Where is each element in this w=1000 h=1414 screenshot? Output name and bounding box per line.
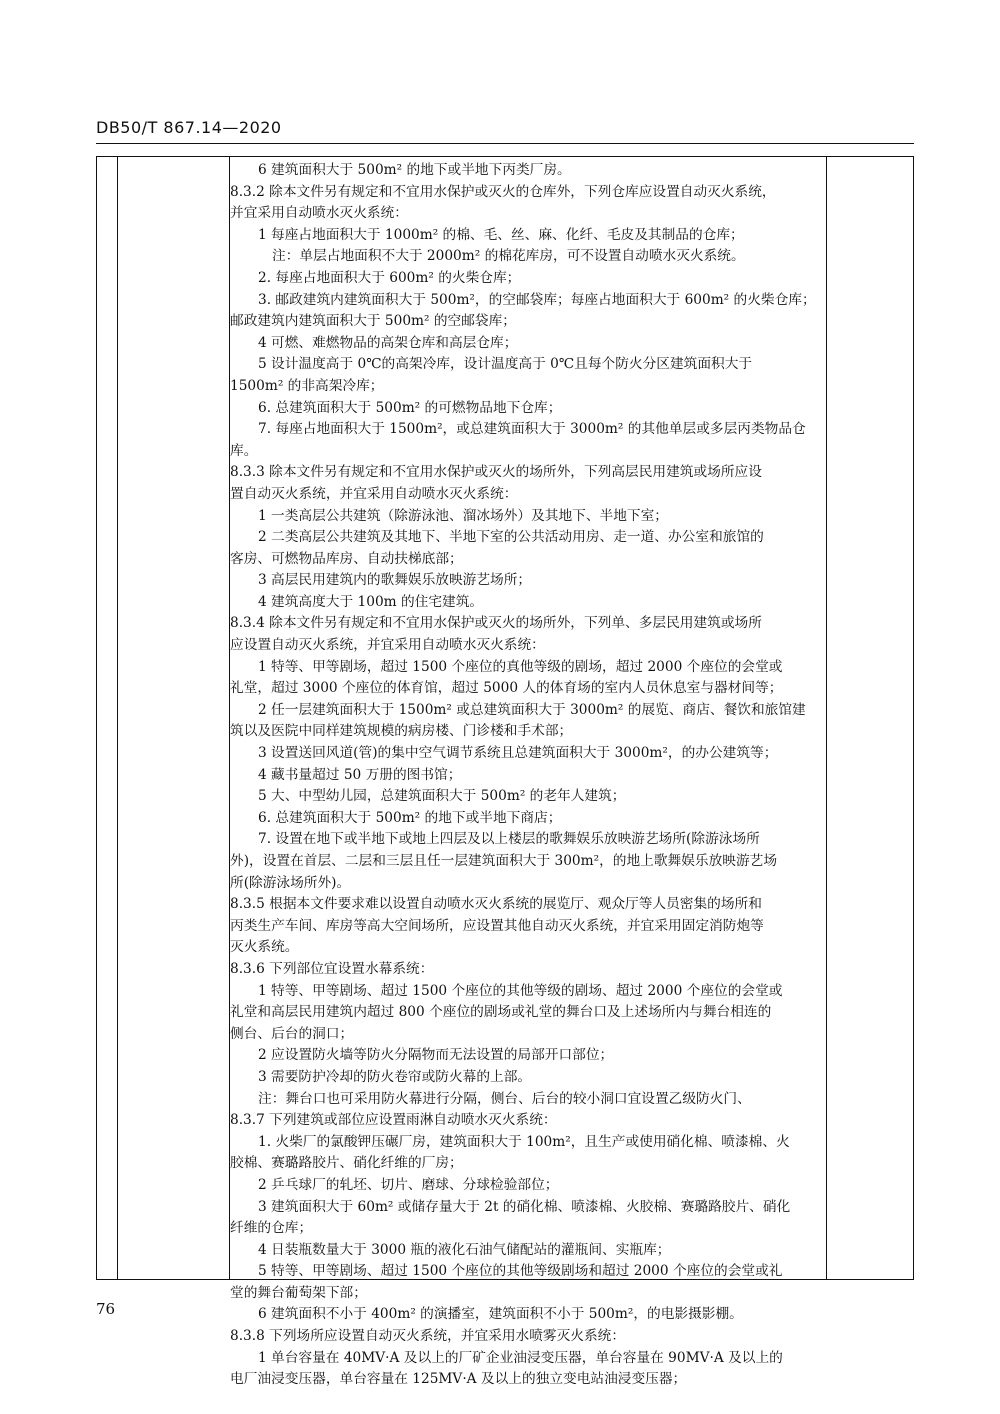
text-line: 3 需要防护冷却的防火卷帘或防火幕的上部。 (258, 1068, 532, 1085)
text-line: 6. 总建筑面积大于 500m² 的可燃物品地下仓库； (258, 399, 562, 416)
text-line: 礼堂，超过 3000 个座位的体育馆，超过 5000 人的体育场的室内人员休息室与器材间等； (230, 680, 783, 697)
document-code: DB50/T 867.14—2020 (96, 118, 282, 137)
text-line: 1 每座占地面积大于 1000m² 的棉、毛、丝、麻、化纤、毛皮及其制品的仓库； (258, 226, 744, 243)
text-line: 客房、可燃物品库房、自动扶梯底部； (230, 550, 463, 567)
text-line: 4 建筑高度大于 100m 的住宅建筑。 (258, 593, 484, 610)
text-line: 1 特等、甲等剧场、超过 1500 个座位的其他等级的剧场、超过 2000 个座位的会堂或 (258, 982, 783, 999)
text-line: 侧台、后台的洞口； (230, 1025, 354, 1042)
text-line: 6 建筑面积不小于 400m² 的演播室，建筑面积不小于 500m²，的电影摄影棚。 (258, 1306, 743, 1323)
text-line: 邮政建筑内建筑面积大于 500m² 的空邮袋库； (230, 313, 516, 330)
text-line: 4 日装瓶数量大于 3000 瓶的液化石油气储配站的灌瓶间、实瓶库； (258, 1241, 671, 1258)
text-line: 2. 每座占地面积大于 600m² 的火柴仓库； (258, 269, 521, 286)
text-line: 2 应设置防火墙等防火分隔物而无法设置的局部开口部位； (258, 1047, 614, 1064)
text-line: 电厂油浸变压器，单台容量在 125MV·A 及以上的独立变电站油浸变压器； (230, 1371, 687, 1388)
text-line: 3 设置送回风道(管)的集中空气调节系统且总建筑面积大于 3000m²，的办公建筑等； (258, 745, 778, 762)
text-line: 7. 设置在地下或半地下或地上四层及以上楼层的歌舞娱乐放映游艺场所(除游泳场所 (258, 831, 760, 848)
text-line: 应设置自动灭火系统，并宜采用自动喷水灭火系统： (230, 637, 545, 654)
text-line: 注：单层占地面积不大于 2000m² 的棉花库房，可不设置自动喷水灭火系统。 (272, 248, 745, 265)
text-line: 3 建筑面积大于 60m² 或储存量大于 2t 的硝化棉、喷漆棉、火胶棉、赛璐路胶片、硝化 (258, 1198, 791, 1215)
table-column-divider (826, 157, 827, 1279)
text-line: 堂的舞台葡萄架下部； (230, 1284, 367, 1301)
text-line: 注：舞台口也可采用防火幕进行分隔，侧台、后台的较小洞口宜设置乙级防火门、 (258, 1090, 751, 1107)
text-line: 纤维的仓库； (230, 1220, 313, 1237)
table-column-divider (117, 157, 118, 1279)
text-line: 3. 邮政建筑内建筑面积大于 500m²，的空邮袋库；每座占地面积大于 600m² 的火柴仓库； (258, 291, 816, 308)
text-line: 5 特等、甲等剧场、超过 1500 个座位的其他等级剧场和超过 2000 个座位的会堂或礼 (258, 1263, 783, 1280)
text-line: 1. 火柴厂的氯酸钾压碾厂房，建筑面积大于 100m²，且生产或使用硝化棉、喷漆棉、火 (258, 1133, 790, 1150)
text-line: 6 建筑面积大于 500m² 的地下或半地下丙类厂房。 (258, 162, 571, 178)
text-line: 外)，设置在首层、二层和三层且任一层建筑面积大于 300m²，的地上歌舞娱乐放映游艺场 (230, 853, 778, 869)
text-line: 3 高层民用建筑内的歌舞娱乐放映游艺场所； (258, 572, 532, 589)
text-line: 胶棉、赛璐路胶片、硝化纤维的厂房； (230, 1155, 463, 1172)
text-line: 置自动灭火系统，并宜采用自动喷水灭火系统： (230, 485, 518, 502)
text-line: 8.3.3 除本文件另有规定和不宜用水保护或灭火的场所外，下列高层民用建筑或场所应设 (230, 464, 762, 481)
text-line: 2 二类高层公共建筑及其地下、半地下室的公共活动用房、走一道、办公室和旅馆的 (258, 529, 764, 546)
text-line: 丙类生产车间、库房等高大空间场所，应设置其他自动灭火系统，并宜采用固定消防炮等 (230, 917, 764, 934)
text-line: 2 任一层建筑面积大于 1500m² 或总建筑面积大于 3000m² 的展览、商店、餐饮和旅馆建 (258, 701, 806, 718)
text-line: 礼堂和高层民用建筑内超过 800 个座位的剧场或礼堂的舞台口及上述场所内与舞台相连的 (230, 1004, 772, 1021)
text-line: 2 乒乓球厂的轧坯、切片、磨球、分球检验部位； (258, 1176, 559, 1193)
text-line: 8.3.4 除本文件另有规定和不宜用水保护或灭火的场所外，下列单、多层民用建筑或场所 (230, 615, 762, 632)
text-line: 4 藏书量超过 50 万册的图书馆； (258, 766, 462, 783)
text-line: 8.3.7 下列建筑或部位应设置雨淋自动喷水灭火系统： (230, 1112, 557, 1129)
text-line: 7. 每座占地面积大于 1500m²，或总建筑面积大于 3000m² 的其他单层或多层丙类物品仓 (258, 421, 806, 438)
text-line: 1 单台容量在 40MV·A 及以上的厂矿企业油浸变压器，单台容量在 90MV·A 及以上的 (258, 1349, 783, 1366)
text-line: 1500m² 的非高架冷库； (230, 377, 384, 394)
text-line: 库。 (230, 442, 258, 459)
text-line: 4 可燃、难燃物品的高架仓库和高层仓库； (258, 334, 518, 351)
page-number: 76 (96, 1300, 116, 1318)
text-line: 6. 总建筑面积大于 500m² 的地下或半地下商店； (258, 809, 562, 826)
text-line: 8.3.5 根据本文件要求难以设置自动喷水灭火系统的展览厅、观众厅等人员密集的场所和 (230, 896, 762, 913)
header-rule (96, 143, 914, 144)
text-line: 筑以及医院中同样建筑规模的病房楼、门诊楼和手术部； (230, 723, 573, 740)
clause-text-column (230, 160, 824, 1391)
text-line: 所(除游泳场所外)。 (230, 874, 351, 891)
text-line: 8.3.6 下列部位宜设置水幕系统： (230, 960, 434, 977)
text-line: 灭火系统。 (230, 939, 299, 956)
text-line: 1 特等、甲等剧场，超过 1500 个座位的真他等级的剧场，超过 2000 个座位的会堂或 (258, 658, 783, 675)
text-line: 5 设计温度高于 0℃的高架冷库，设计温度高于 0℃且每个防火分区建筑面积大于 (258, 356, 753, 373)
text-line: 1 一类高层公共建筑（除游泳池、溜冰场外）及其地下、半地下室； (258, 507, 668, 524)
text-line: 并宜采用自动喷水灭火系统： (230, 205, 408, 222)
text-line: 5 大、中型幼儿园，总建筑面积大于 500m² 的老年人建筑； (258, 788, 626, 805)
text-line: 8.3.2 除本文件另有规定和不宜用水保护或灭火的仓库外，下列仓库应设置自动灭火系统， (230, 183, 776, 200)
text-line: 8.3.8 下列场所应设置自动灭火系统，并宜采用水喷雾灭火系统： (230, 1328, 626, 1345)
